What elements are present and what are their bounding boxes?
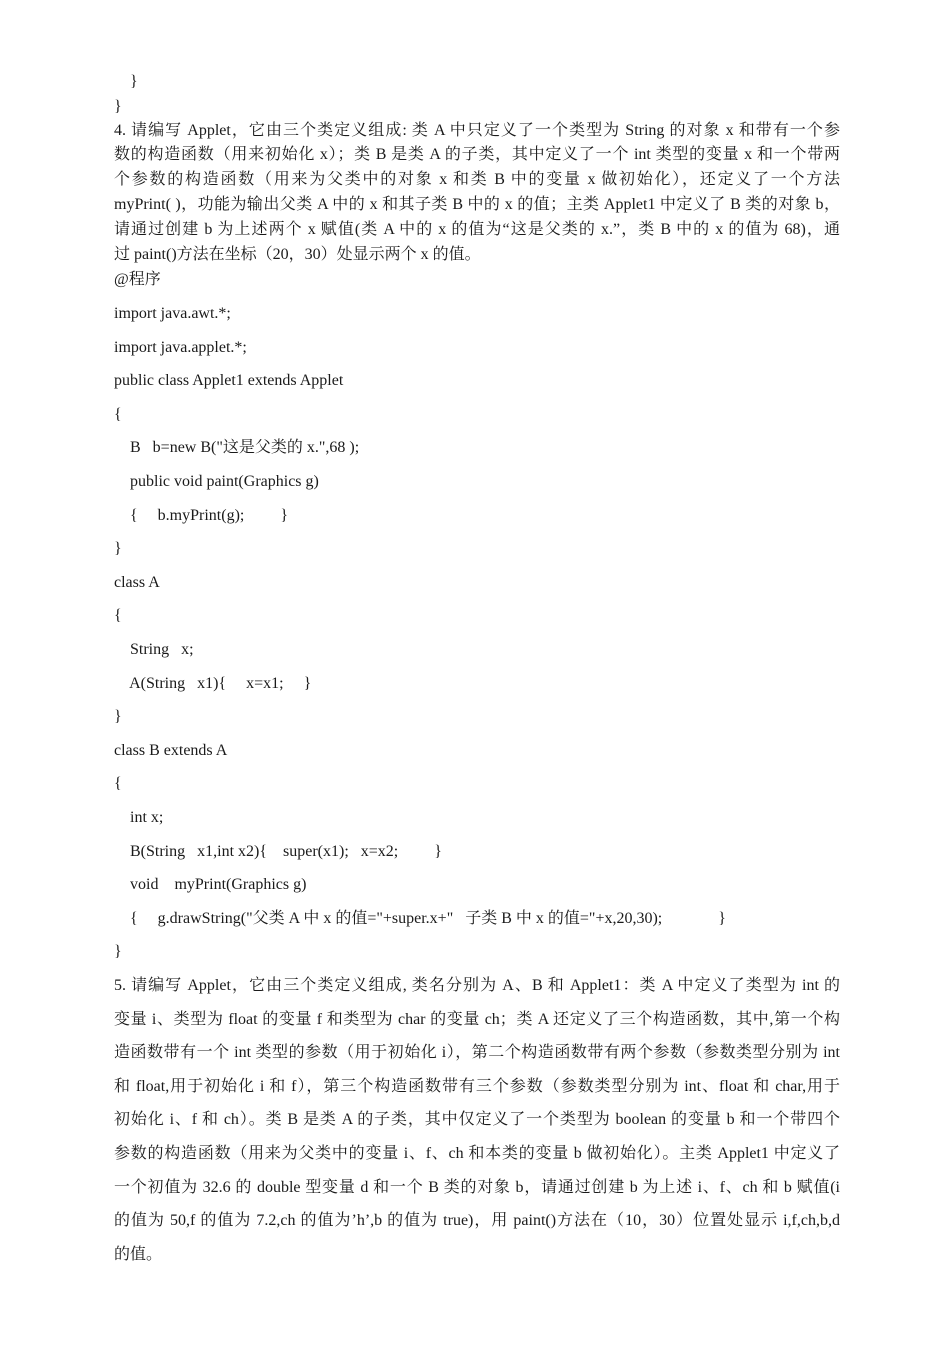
code-line: public void paint(Graphics g) bbox=[114, 473, 319, 490]
q4-line-4: myPrint( )，功能为输出父类 A 中的 x 和其子类 B 中的 x 的值；主类 Applet1 中定义了 B 类的对象 b， bbox=[114, 196, 840, 213]
code-line: void myPrint(Graphics g) bbox=[114, 876, 307, 893]
code-line: } bbox=[114, 943, 122, 960]
program-label: @程序 bbox=[114, 271, 161, 288]
code-close-brace-inner: } bbox=[114, 73, 138, 90]
code-line: { bbox=[114, 607, 122, 624]
code-close-brace-outer: } bbox=[114, 98, 122, 115]
q5-line-7: 一个初值为 32.6 的 double 型变量 d 和一个 B 类的对象 b，请通过创建 b 为上述 i、f、ch 和 b 赋值(i bbox=[114, 1179, 840, 1196]
code-line: } bbox=[114, 540, 122, 557]
q5-line-1: 5. 请编写 Applet，它由三个类定义组成, 类名分别为 A、B 和 Applet1：类 A 中定义了类型为 int 的 bbox=[114, 977, 840, 994]
q5-line-9: 的值。 bbox=[114, 1246, 163, 1263]
q5-line-5: 初始化 i、f 和 ch）。类 B 是类 A 的子类，其中仅定义了一个类型为 boolean 的变量 b 和一个带四个 bbox=[114, 1111, 840, 1128]
q4-line-1: 4. 请编写 Applet，它由三个类定义组成: 类 A 中只定义了一个类型为 String 的对象 x 和带有一个参 bbox=[114, 122, 840, 139]
q4-line-6: 过 paint()方法在坐标（20，30）处显示两个 x 的值。 bbox=[114, 246, 481, 263]
q4-line-5: 请通过创建 b 为上述两个 x 赋值(类 A 中的 x 的值为“这是父类的 x.”，类 B 中的 x 的值为 68)，通 bbox=[114, 221, 840, 238]
code-line: import java.awt.*; bbox=[114, 305, 231, 322]
code-line: { g.drawString("父类 A 中 x 的值="+super.x+" 子类 B 中 x 的值="+x,20,30); } bbox=[114, 910, 726, 927]
q5-line-4: 和 float,用于初始化 i 和 f），第三个构造函数带有三个参数（参数类型分别为 int、float 和 char,用于 bbox=[114, 1078, 840, 1095]
code-line: { b.myPrint(g); } bbox=[114, 507, 289, 524]
code-line: import java.applet.*; bbox=[114, 339, 247, 356]
code-line: class A bbox=[114, 574, 160, 591]
code-line: { bbox=[114, 406, 122, 423]
q5-line-6: 参数的构造函数（用来为父类中的变量 i、f、ch 和本类的变量 b 做初始化）。主类 Applet1 中定义了 bbox=[114, 1145, 840, 1162]
code-line: B(String x1,int x2){ super(x1); x=x2; } bbox=[114, 843, 442, 860]
code-line: A(String x1){ x=x1; } bbox=[114, 675, 312, 692]
code-line: int x; bbox=[114, 809, 164, 826]
q5-line-3: 造函数带有一个 int 类型的参数（用于初始化 i），第二个构造函数带有两个参数（参数类型分别为 int bbox=[114, 1044, 840, 1061]
q4-line-3: 个参数的构造函数（用来为父类中的对象 x 和类 B 中的变量 x 做初始化），还定义了一个方法 bbox=[114, 171, 840, 188]
code-line: } bbox=[114, 708, 122, 725]
code-line: B b=new B("这是父类的 x.",68 ); bbox=[114, 439, 360, 456]
code-line: { bbox=[114, 775, 122, 792]
q5-line-2: 变量 i、类型为 float 的变量 f 和类型为 char 的变量 ch；类 A 还定义了三个构造函数，其中,第一个构 bbox=[114, 1011, 840, 1028]
code-line: class B extends A bbox=[114, 742, 228, 759]
q5-line-8: 的值为 50,f 的值为 7.2,ch 的值为’h’,b 的值为 true)，用 paint()方法在（10，30）位置处显示 i,f,ch,b,d bbox=[114, 1212, 840, 1229]
code-line: String x; bbox=[114, 641, 194, 658]
q4-line-2: 数的构造函数（用来初始化 x）；类 B 是类 A 的子类，其中定义了一个 int 类型的变量 x 和一个带两 bbox=[114, 146, 840, 163]
code-line: public class Applet1 extends Applet bbox=[114, 372, 344, 389]
